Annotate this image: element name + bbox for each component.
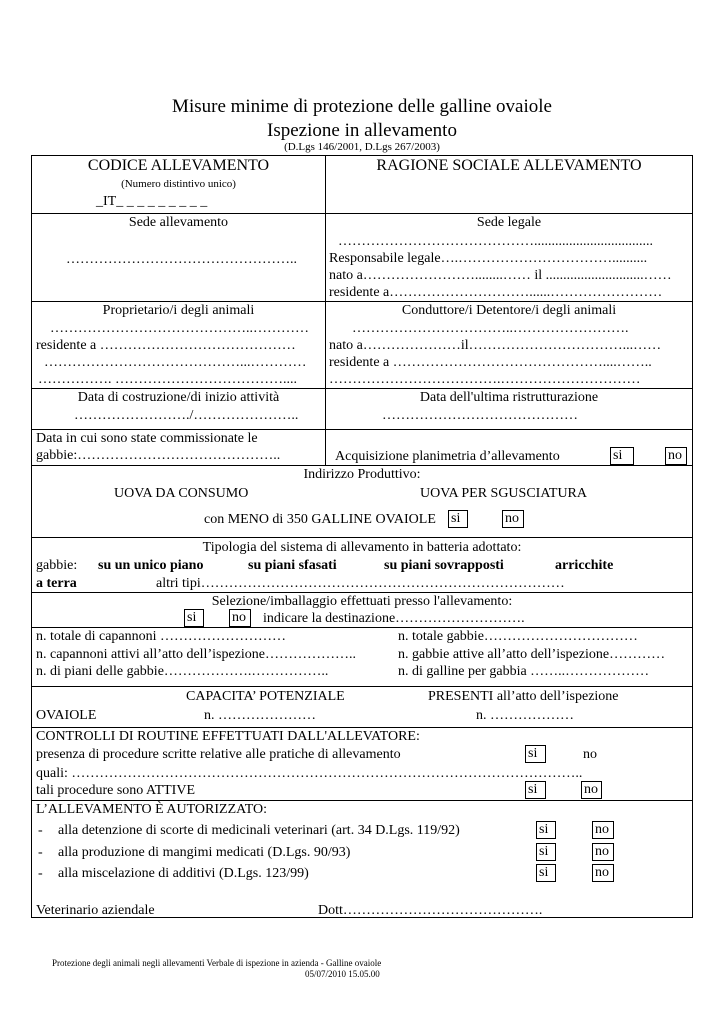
piani-gabbie-field[interactable]: n. di piani delle gabbie……………….…………….. <box>36 664 329 679</box>
sede-legale-field[interactable]: …………………………………….................................. <box>338 234 653 249</box>
totale-gabbie-field[interactable]: n. totale gabbie…………………………… <box>398 629 638 644</box>
su-piani-sovrapposti-option[interactable]: su piani sovrapposti <box>384 558 504 573</box>
mangimi-no-checkbox[interactable]: no <box>592 843 614 861</box>
procedure-attive-label: tali procedure sono ATTIVE <box>36 783 196 798</box>
conduttore-line4-field[interactable]: ……………………………….………………………… <box>329 372 641 387</box>
law-reference: (D.Lgs 146/2001, D.Lgs 267/2003) <box>284 141 440 153</box>
indirizzo-produttivo-label: Indirizzo Produttivo: <box>303 467 421 482</box>
planimetria-label: Acquisizione planimetria d’allevamento <box>335 449 560 464</box>
gabbie-attive-field[interactable]: n. gabbie attive all’atto dell’ispezione………… <box>398 647 666 662</box>
altri-tipi-field[interactable]: altri tipi…………………………………………………………………… <box>156 576 565 591</box>
sede-legale-label: Sede legale <box>476 215 542 230</box>
planimetria-no-checkbox[interactable]: no <box>665 447 687 465</box>
sede-allevamento-label: Sede allevamento <box>128 215 229 230</box>
gabbie-commissionate-label: Data in cui sono state commissionate le <box>36 431 258 446</box>
procedure-scritte-no-label[interactable]: no <box>583 747 597 762</box>
gabbie-commissionate-field[interactable]: gabbie:…………………………………….. <box>36 448 281 463</box>
codice-pattern-field[interactable]: _IT_ _ _ _ _ _ _ _ _ <box>96 194 208 209</box>
footer-text: Protezione degli animali negli allevamenti Verbale di ispezione in azienda - Galline ovaiole <box>52 958 382 968</box>
tipologia-label: Tipologia del sistema di allevamento in batteria adottato: <box>202 540 522 555</box>
conduttore-nato-field[interactable]: nato a…………………il……………………………...…… <box>329 338 662 353</box>
destinazione-field[interactable]: indicare la destinazione………………………. <box>263 611 525 626</box>
galline-per-gabbia-field[interactable]: n. di galline per gabbia ……..……………… <box>398 664 650 679</box>
proprietario-residente-field[interactable]: residente a …………………………………… <box>36 338 296 353</box>
selezione-label: Selezione/imballaggio effettuati presso l'allevamento: <box>211 594 513 609</box>
codice-allevamento-label: CODICE ALLEVAMENTO <box>87 157 270 174</box>
meno-350-si-checkbox[interactable]: si <box>448 510 468 528</box>
selezione-si-checkbox[interactable]: si <box>184 609 204 627</box>
page-subtitle: Ispezione in allevamento <box>267 120 457 141</box>
proprietario-line3-field[interactable]: ……………………………………...………… <box>44 355 307 370</box>
presenti-label: PRESENTI all’atto dell’ispezione <box>428 689 619 704</box>
capannoni-attivi-field[interactable]: n. capannoni attivi all’atto dell’ispezione……………….. <box>36 647 356 662</box>
conduttore-label: Conduttore/i Detentore/i degli animali <box>401 303 617 318</box>
proprietario-label: Proprietario/i degli animali <box>102 303 255 318</box>
autorizzato-label: L’ALLEVAMENTO È AUTORIZZATO: <box>36 802 267 817</box>
procedure-attive-si-checkbox[interactable]: si <box>525 781 546 799</box>
gabbie-label <box>36 558 77 574</box>
additivi-no-checkbox[interactable]: no <box>592 864 614 882</box>
conduttore-field[interactable]: ……………………………..……………………. <box>352 321 629 336</box>
gabbie-prefix: gabbie: <box>36 558 78 573</box>
responsabile-legale-field[interactable]: Responsabile legale….…………………………….......... <box>329 251 648 266</box>
su-unico-piano-option[interactable]: su un unico piano <box>98 558 204 573</box>
proprietario-field[interactable]: ……………………………………..………… <box>50 321 309 336</box>
list-dash: - <box>38 823 43 838</box>
procedure-scritte-label: presenza di procedure scritte relative alle pratiche di allevamento <box>36 747 401 762</box>
footer-date: 05/07/2010 15.05.00 <box>305 969 380 979</box>
data-costruzione-label: Data di costruzione/di inizio attività <box>77 390 280 405</box>
additivi-label: alla miscelazione di additivi (D.Lgs. 123/99) <box>58 866 309 881</box>
quali-field[interactable]: quali: ……………………………………………………………………………………………….. <box>36 766 583 781</box>
presenti-field[interactable]: n. ……………… <box>476 708 574 723</box>
medicinali-label: alla detenzione di scorte di medicinali veterinari (art. 34 D.Lgs. 119/92) <box>58 823 460 838</box>
capacita-field[interactable]: n. ………………… <box>204 708 316 723</box>
list-dash: - <box>38 845 43 860</box>
mangimi-medicati-label: alla produzione di mangimi medicati (D.Lgs. 90/93) <box>58 845 351 860</box>
procedure-attive-no-checkbox[interactable]: no <box>581 781 602 799</box>
su-piani-sfasati-option[interactable]: su piani sfasati <box>248 558 337 573</box>
conduttore-residente-field[interactable]: residente a ………………………………………....…….. <box>329 355 652 370</box>
codice-sub-label: (Numero distintivo unico) <box>121 178 236 190</box>
arricchite-option[interactable]: arricchite <box>555 558 614 573</box>
sede-allevamento-field[interactable]: ………………………………………….. <box>66 252 297 267</box>
dott-field[interactable]: Dott……………………………………. <box>318 903 543 918</box>
controlli-routine-label: CONTROLLI DI ROUTINE EFFETTUATI DALL'ALLEVATORE: <box>36 729 420 744</box>
residente-field[interactable]: residente a…………………………......…………………… <box>329 285 663 300</box>
data-ristrutturazione-field[interactable]: …………………………………… <box>382 408 578 423</box>
proprietario-line4-field[interactable]: ……………. ……………………………….... <box>38 372 297 387</box>
list-dash: - <box>38 866 43 881</box>
meno-350-no-checkbox[interactable]: no <box>502 510 524 528</box>
ovaiole-label: OVAIOLE <box>36 708 97 723</box>
additivi-si-checkbox[interactable]: si <box>536 864 556 882</box>
uova-consumo-option[interactable]: UOVA DA CONSUMO <box>114 486 249 501</box>
selezione-no-checkbox[interactable]: no <box>229 609 251 627</box>
nato-field[interactable]: nato a……………………........…… il ............................…… <box>329 268 672 283</box>
capannoni-field[interactable]: n. totale di capannoni ……………………… <box>36 629 287 644</box>
page-title: Misure minime di protezione delle galline ovaiole <box>172 96 552 117</box>
uova-sgusciatura-option[interactable]: UOVA PER SGUSCIATURA <box>420 486 588 501</box>
mangimi-si-checkbox[interactable]: si <box>536 843 556 861</box>
meno-350-label: con MENO di 350 GALLINE OVAIOLE <box>204 512 436 527</box>
data-ristrutturazione-label: Data dell'ultima ristrutturazione <box>419 390 599 405</box>
medicinali-no-checkbox[interactable]: no <box>592 821 614 839</box>
procedure-scritte-si-checkbox[interactable]: si <box>525 745 546 763</box>
planimetria-si-checkbox[interactable]: si <box>610 447 634 465</box>
veterinario-label: Veterinario aziendale <box>36 903 155 918</box>
capacita-potenziale-label: CAPACITA’ POTENZIALE <box>186 689 345 704</box>
data-costruzione-field[interactable]: ……………………./………………….. <box>74 408 299 423</box>
ragione-sociale-label: RAGIONE SOCIALE ALLEVAMENTO <box>376 157 642 174</box>
medicinali-si-checkbox[interactable]: si <box>536 821 556 839</box>
a-terra-option[interactable]: a terra <box>36 576 77 591</box>
